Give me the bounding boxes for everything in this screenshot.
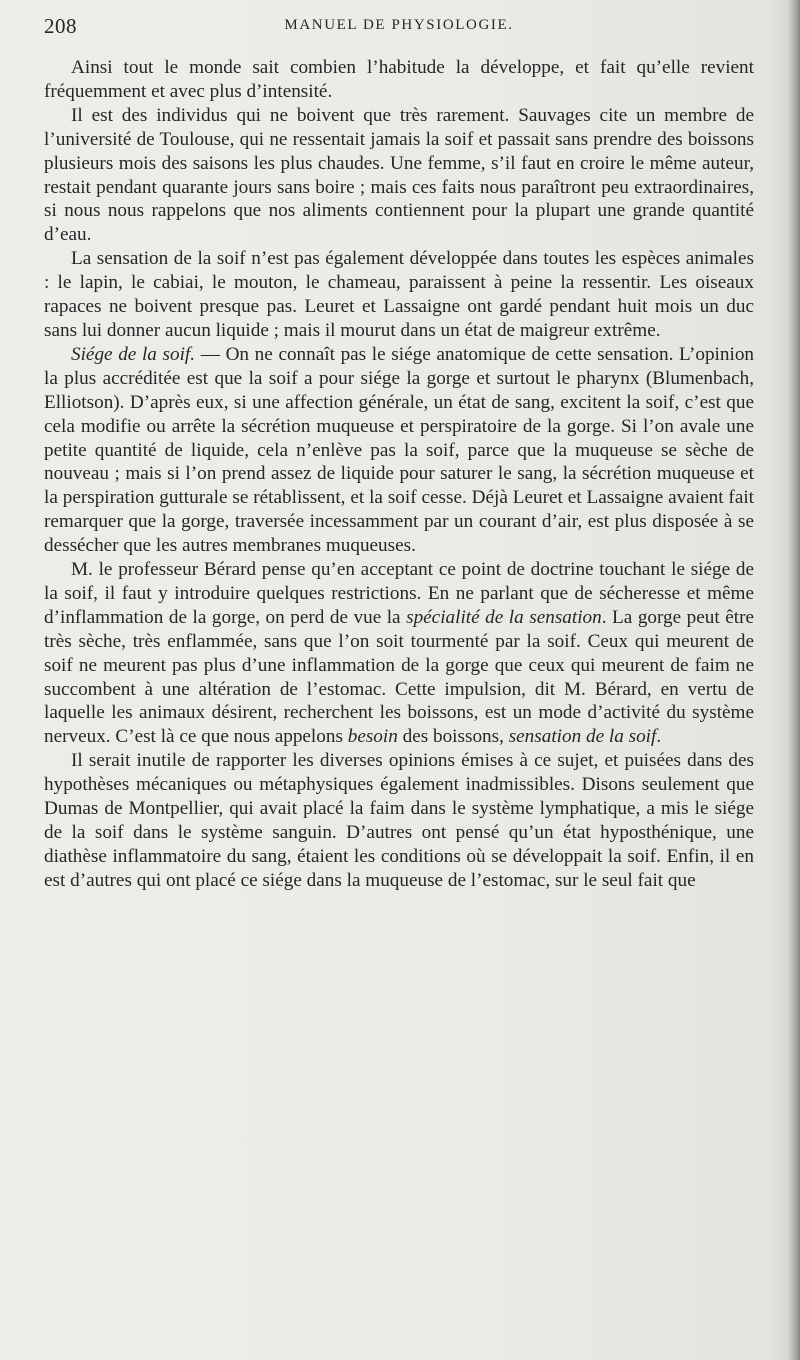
paragraph-5-text-d: . — [656, 726, 662, 748]
section-heading-siege-de-la-soif: Siége de la soif. — [71, 343, 196, 365]
emphasis-besoin: besoin — [347, 726, 398, 748]
paragraph-4 — [44, 343, 754, 558]
paragraph-5-text-a: M. le professeur Bérard pense qu’en acceptant ce point de doctrine touchant le siége de la soif, il faut y introduire quelques restrictions. En ne parlant que de sécheresse et même d’inflammation de la gorge, on perd de vue la — [44, 559, 754, 628]
page-header — [44, 14, 754, 44]
emphasis-sensation-de-la-soif: sensation de la soif — [508, 726, 657, 748]
page-edge-shadow — [788, 0, 800, 1360]
paragraph-5-text-c: des boissons, — [397, 726, 509, 748]
body-text — [44, 56, 754, 893]
paragraph-3: La sensation de la soif n’est pas également développée dans toutes les espèces animales : le lapin, le cabiai, le mouton, le chameau, paraissent à peine la ressentir. Les oiseaux rapaces ne boivent presque pas. Leuret et Lassaigne ont gardé pendant huit mois un duc sans lui donner aucun liquide ; mais il mourut dans un état de maigreur extrême. — [44, 248, 754, 341]
paragraph-5-text-b: . La gorge peut être très sèche, très enflammée, sans que l’on soit tourmenté par la soif. Ceux qui meurent de soif ne meurent pas plus d’une inflammation de la gorge que ceux qui meurent de faim ne succombent à une altération de l’estomac. Cette impulsion, dit M. Bérard, en vertu de laquelle les animaux désirent, recherchent les boissons, est un mode d’activité du système nerveux. C’est là ce que nous appelons — [44, 606, 754, 748]
paragraph-6: Il serait inutile de rapporter les diverses opinions émises à ce sujet, et puisées dans des hypothèses mécaniques ou métaphysiques également inadmissibles. Disons seulement que Dumas de Montpellier, qui avait placé la faim dans le système lymphatique, a mis le siége de la soif dans le système sanguin. D’autres ont pensé qu’un état hyposthénique, une diathèse inflammatoire du sang, étaient les conditions où se développait la soif. Enfin, il en est d’autres qui ont placé ce siége dans la muqueuse de l’estomac, sur le seul fait que — [44, 750, 754, 891]
paragraph-5 — [44, 558, 754, 749]
paragraph-1: Ainsi tout le monde sait combien l’habitude la développe, et fait qu’elle revient fréquemment et avec plus d’intensité. — [44, 57, 754, 102]
page-number: 208 — [44, 14, 77, 38]
running-head: MANUEL DE PHYSIOLOGIE. — [284, 17, 514, 33]
paragraph-4-text: — On ne connaît pas le siége anatomique de cette sensation. L’opinion la plus accréditée est que la soif a pour siége la gorge et surtout le pharynx (Blumenbach, Elliotson). D’après eux, si une affection générale, un état de sang, excitent la soif, c’est que cela modifie ou arrête la sécrétion muqueuse et perspiratoire de la gorge. Si l’on avale une petite quantité de liquide, cela n’enlève pas la soif, parce que la muqueuse se sèche de nouveau ; mais si l’on prend assez de liquide pour saturer le sang, la sécrétion muqueuse et la perspiration gutturale se rétablissent, et la soif cesse. Déjà Leuret et Lassaigne avaient fait remarquer que la gorge, traversée incessamment par un courant d’air, est plus disposée à se dessécher que les autres membranes muqueuses. — [44, 343, 755, 557]
emphasis-specialite: spécialité de la sensation — [406, 606, 602, 628]
paragraph-2: Il est des individus qui ne boivent que très rarement. Sauvages cite un membre de l’université de Toulouse, qui ne ressentait jamais la soif et passait sans prendre des boissons plusieurs mois des saisons les plus chaudes. Une femme, s’il faut en croire le même auteur, restait pendant quarante jours sans boire ; mais ces faits nous paraîtront peu extraordinaires, si nous nous rappelons que nos aliments contiennent pour la plupart une grande quantité d’eau. — [44, 104, 754, 246]
